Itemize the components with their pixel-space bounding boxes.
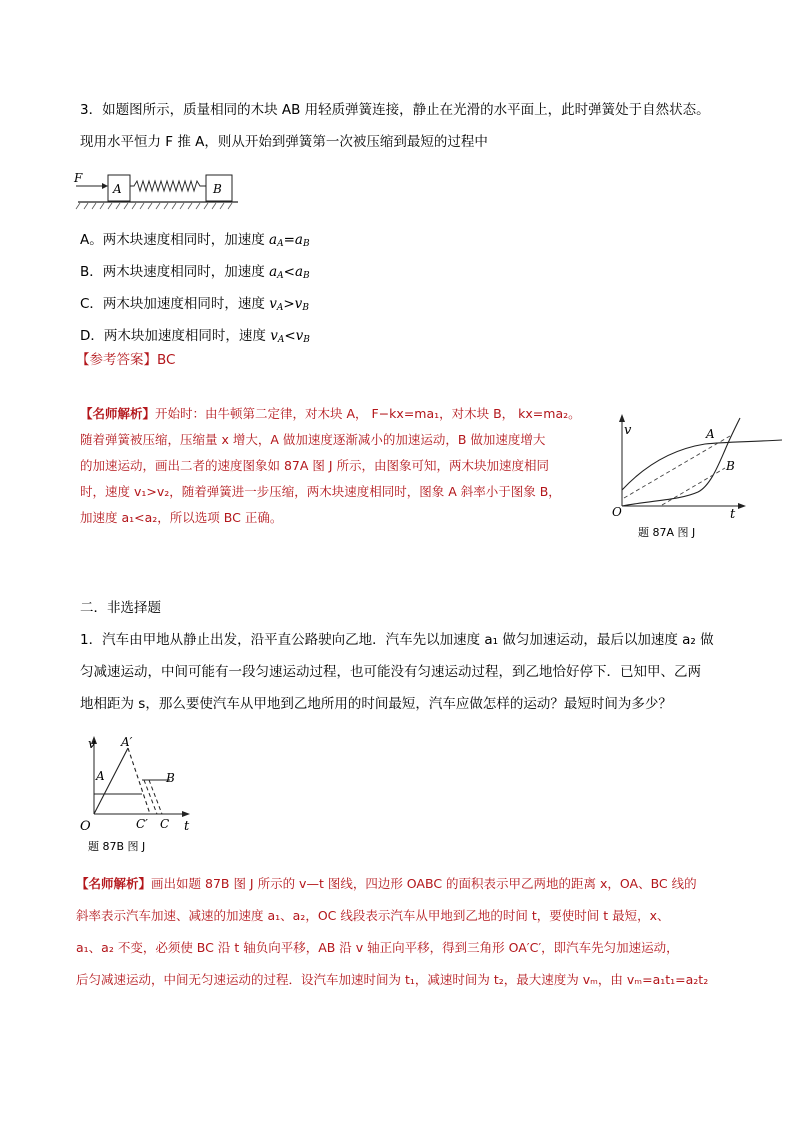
line-a-prime-c-prime [128,748,150,814]
v-axis-label-b: v [88,737,96,752]
q1-analysis-line4: 后匀减速运动，中间无匀速运动的过程．设汽车加速时间为 t₁，减速时间为 t₂，最大速度为 vₘ，由 vₘ=a₁t₁=a₂t₂ [76,972,709,987]
point-c-prime-label: C′ [136,817,148,831]
velocity-graph-87a [610,410,785,520]
point-c-label: C [160,817,170,831]
q3-analysis-line4: 时，速度 v₁>v₂，随着弹簧进一步压缩，两木块速度相同时，图象 A 斜率小于图象 B， [80,484,561,499]
q3-analysis-line2: 随着弹簧被压缩，压缩量 x 增大，A 做加速度逐渐减小的加速运动，B 做加速度增大 [80,432,546,447]
q1-stem-line2: 匀减速运动，中间可能有一段匀速运动过程，也可能没有匀速运动过程，到乙地恰好停下．已知甲、乙两 [80,664,701,680]
q3-option-b: B．两木块速度相同时，加速度 $a_A<a_B$ [80,264,310,281]
graph-87b-caption: 题 87B 图 J [88,840,146,853]
q1-stem-line1: 1．汽车由甲地从静止出发，沿平直公路驶向乙地．汽车先以加速度 a₁ 做匀加速运动，最后以加速度 a₂ 做 [80,632,714,648]
line-bc-shifted [144,780,157,814]
block-b-label: B [213,182,222,196]
velocity-graph-87b [78,732,203,832]
curve-a-label: A [706,427,715,441]
section2-heading: 二．非选择题 [80,600,161,616]
q3-analysis-line3: 的加速运动，画出二者的速度图象如 87A 图 J 所示，由图象可知，两木块加速度相同 [80,458,550,473]
curve-b [622,418,740,506]
origin-label: O [612,505,622,519]
t-axis-label: t [730,507,736,520]
point-a-prime-label: A′ [121,735,133,749]
point-b-label: B [166,771,175,785]
v-axis-label: v [624,423,632,438]
tangent-b [662,468,725,505]
q3-analysis-line5: 加速度 a₁<a₂，所以选项 BC 正确。 [80,510,283,525]
point-a-label: A [96,769,105,783]
tangent-a [624,436,730,498]
force-label: F [74,171,83,185]
curve-b-label: B [726,459,735,473]
q1-analysis-line1: 【名师解析】画出如题 87B 图 J 所示的 v—t 图线，四边形 OABC 的面积表示甲乙两地的距离 x，OA、BC 线的 [76,876,697,891]
q3-option-d: D．两木块加速度相同时，速度 $v_A<v_B$ [80,328,310,345]
graph-87a-caption: 题 87A 图 J [638,526,696,539]
curve-a [622,440,782,490]
origin-label-b: O [80,819,91,832]
q1-analysis-line2: 斜率表示汽车加速、减速的加速度 a₁、a₂，OC 线段表示汽车从甲地到乙地的时间 t，要使时间 t 最短，x、 [76,908,670,923]
q3-stem-line2: 现用水平恒力 F 推 A，则从开始到弹簧第一次被压缩到最短的过程中 [80,134,488,150]
q3-analysis-line1: 【名师解析】开始时：由牛顿第二定律，对木块 A， F−kx=ma₁，对木块 B， kx=ma₂。 [80,406,581,421]
q1-stem-line3: 地相距为 s，那么要使汽车从甲地到乙地所用的时间最短，汽车应做怎样的运动？最短时间为多少？ [80,696,672,712]
q3-answer: 【参考答案】BC [76,352,176,368]
spring-block-figure [72,168,242,212]
spring [130,181,206,191]
q3-stem-line1: 3．如题图所示，质量相同的木块 AB 用轻质弹簧连接，静止在光滑的水平面上，此时弹簧处于自然状态。 [80,102,710,118]
block-a-label: A [113,182,122,196]
q3-option-c: C．两木块加速度相同时，速度 $v_A>v_B$ [80,296,309,313]
q3-option-a: A。两木块速度相同时，加速度 $a_A=a_B$ [80,232,310,249]
t-axis-label-b: t [184,819,190,832]
q1-analysis-line3: a₁、a₂ 不变，必须使 BC 沿 t 轴负向平移，AB 沿 v 轴正向平移，得到三角形 OA′C′，即汽车先匀加速运动， [76,940,679,955]
